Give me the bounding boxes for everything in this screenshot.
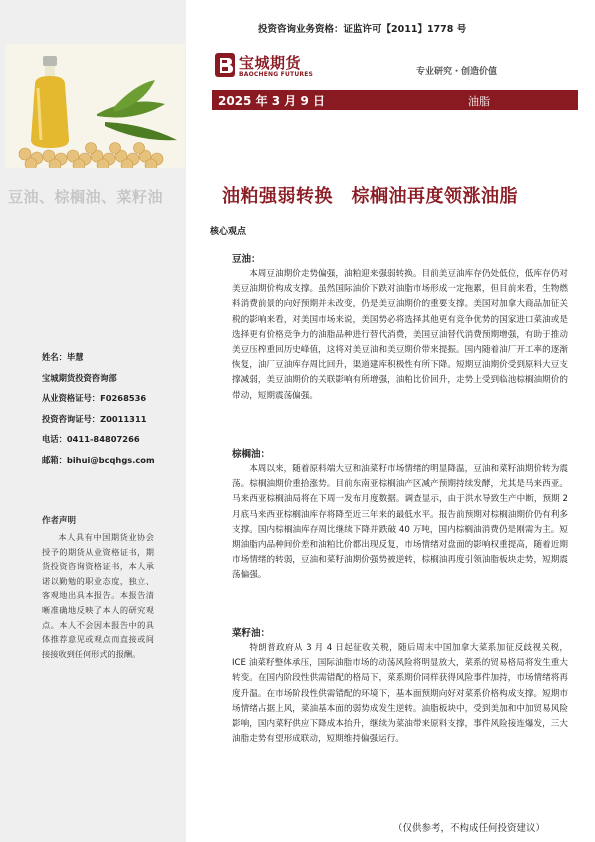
logo-name-cn: 宝城期货 [239, 54, 302, 72]
consulting-license: 投资咨询证号：Z0011311 [42, 413, 147, 424]
author-declaration-title: 作者声明 [42, 516, 77, 526]
slogan: 专业研究・创造价值 [416, 67, 498, 77]
section-text-palm-oil: 本周以来，随着原料端大豆和油菜籽市场情绪的明显降温，豆油和菜籽油期价转为震荡。棕榈油期价重拾涨势。目前东南亚棕榈油产区减产预期持续发酵，尤其是马来西亚。马来西亚棕榈油局将在下周一发布月度数据。调查显示，由于洪水导致生产中断，预期 2 月底马来西亚棕榈油库存将降至近三年来的最低水平。报告前预期对棕榈油期价仍有利多支撑。国内棕榈油库存周比继续下降并跌破 40 万吨，国内棕榈油消费仍是刚需为主。短期油脂内品种间价差和油粕比价都出现反复，市场情绪对盘面的影响权重提高，随着近期市场情绪的转弱，豆油和菜籽油期价强势被逆转，棕榈油再度引领油脂板块走势，短期震荡偏强。 [232, 464, 568, 581]
license-line: 投资咨询业务资格：证监许可【2011】1778 号 [258, 24, 467, 35]
section-heading-rapeseed-oil: 菜籽油： [232, 628, 271, 639]
sidebar [0, 0, 186, 842]
analyst-contact [42, 350, 155, 473]
section-heading-palm-oil: 棕榈油： [232, 449, 271, 460]
core-view-label: 核心观点 [210, 227, 247, 237]
sidebar-title: 豆油、棕榈油、菜籽油 [8, 188, 164, 206]
date-bar [212, 90, 578, 110]
analyst-name: 姓名：毕慧 [42, 352, 84, 362]
logo-name-en: BAOCHENG FUTURES [239, 71, 314, 78]
report-title: 油粕强弱转换 棕榈油再度领涨油脂 [222, 186, 518, 207]
soybean-oil-photo [5, 44, 185, 168]
department: 宝城期货投资咨询部 [42, 372, 117, 383]
report-date: 2025 年 3 月 9 日 [218, 94, 325, 108]
disclaimer: （仅供参考，不构成任何投资建议） [393, 823, 546, 834]
section-text-rapeseed-oil: 特朗普政府从 3 月 4 日起征收关税，随后周末中国加拿大菜系加征反歧视关税，ICE 油菜籽整体承压，国际油脂市场的动荡风险将明显放大，菜系的贸易格局将发生重大转变。在国内阶段性供需错配的格局下，菜系期价同样获得风险事件加持，市场情绪将再度升温。在市场阶段性供需错配的环境下，基本面预期向好对菜系价格构成支撑。短期市场情绪占据上风，菜油基本面的弱势成发生逆转。油脂板块中，受到美加和中加贸易风险影响，国内菜籽供应下降成本抬升，继续为菜油带来原料支撑，事件风险接连爆发，三大油脂走势有望形成联动，短期维持偏强运行。 [232, 643, 568, 745]
email: 邮箱：bihui@bcqhgs.com [42, 454, 155, 465]
company-logo [214, 52, 324, 82]
report-category: 油脂 [468, 95, 490, 108]
oil-bottle-illustration [5, 44, 185, 168]
section-text-soybean-oil: 本周豆油期价走势偏强，油粕迎来强弱转换。目前美豆油库存仍处低位，低库存仍对美豆油期价构成支撑。虽然国际油价下跌对油脂市场形成一定拖累，但目前来看，生物燃料消费前景的向好预期并未改变，仍是美豆油期价的重要支撑。美国对加拿大商品加征关税的影响来看，对美国市场来说，美国势必将选择其他更有竞争优势的国家进口菜油或是选择更有价格竞争力的油脂品种进行替代消费，美国豆油替代消费预期增强，有助于推动美豆压榨重回历史峰值，这将对美豆油和美豆期价带来提振。国内随着油厂开工率的逐渐恢复，油厂豆油库存周比回升，渠道建库积极性有所下降。短期豆油期价受到原料大豆支撑减弱，美豆油期价的关联影响有所增强，油粕比价回升，走势上受到临池棕榈油期价的带动，短期震荡偏强。 [232, 269, 568, 401]
author-declaration-text: 本人具有中国期货业协会授予的期货从业资格证书，期货投资咨询资格证书，本人承诺以勤勉的职业态度，独立、客观地出具本报告。本报告清晰准确地反映了本人的研究观点。本人不会因本报告中的具体推荐意见或观点而直接或间接接收到任何形式的报酬。 [42, 532, 154, 659]
logo-mark-icon [214, 52, 236, 78]
section-heading-soybean-oil: 豆油： [232, 254, 261, 265]
practice-license: 从业资格证号：F0268536 [42, 393, 147, 403]
phone: 电话：0411-84807266 [42, 434, 140, 444]
